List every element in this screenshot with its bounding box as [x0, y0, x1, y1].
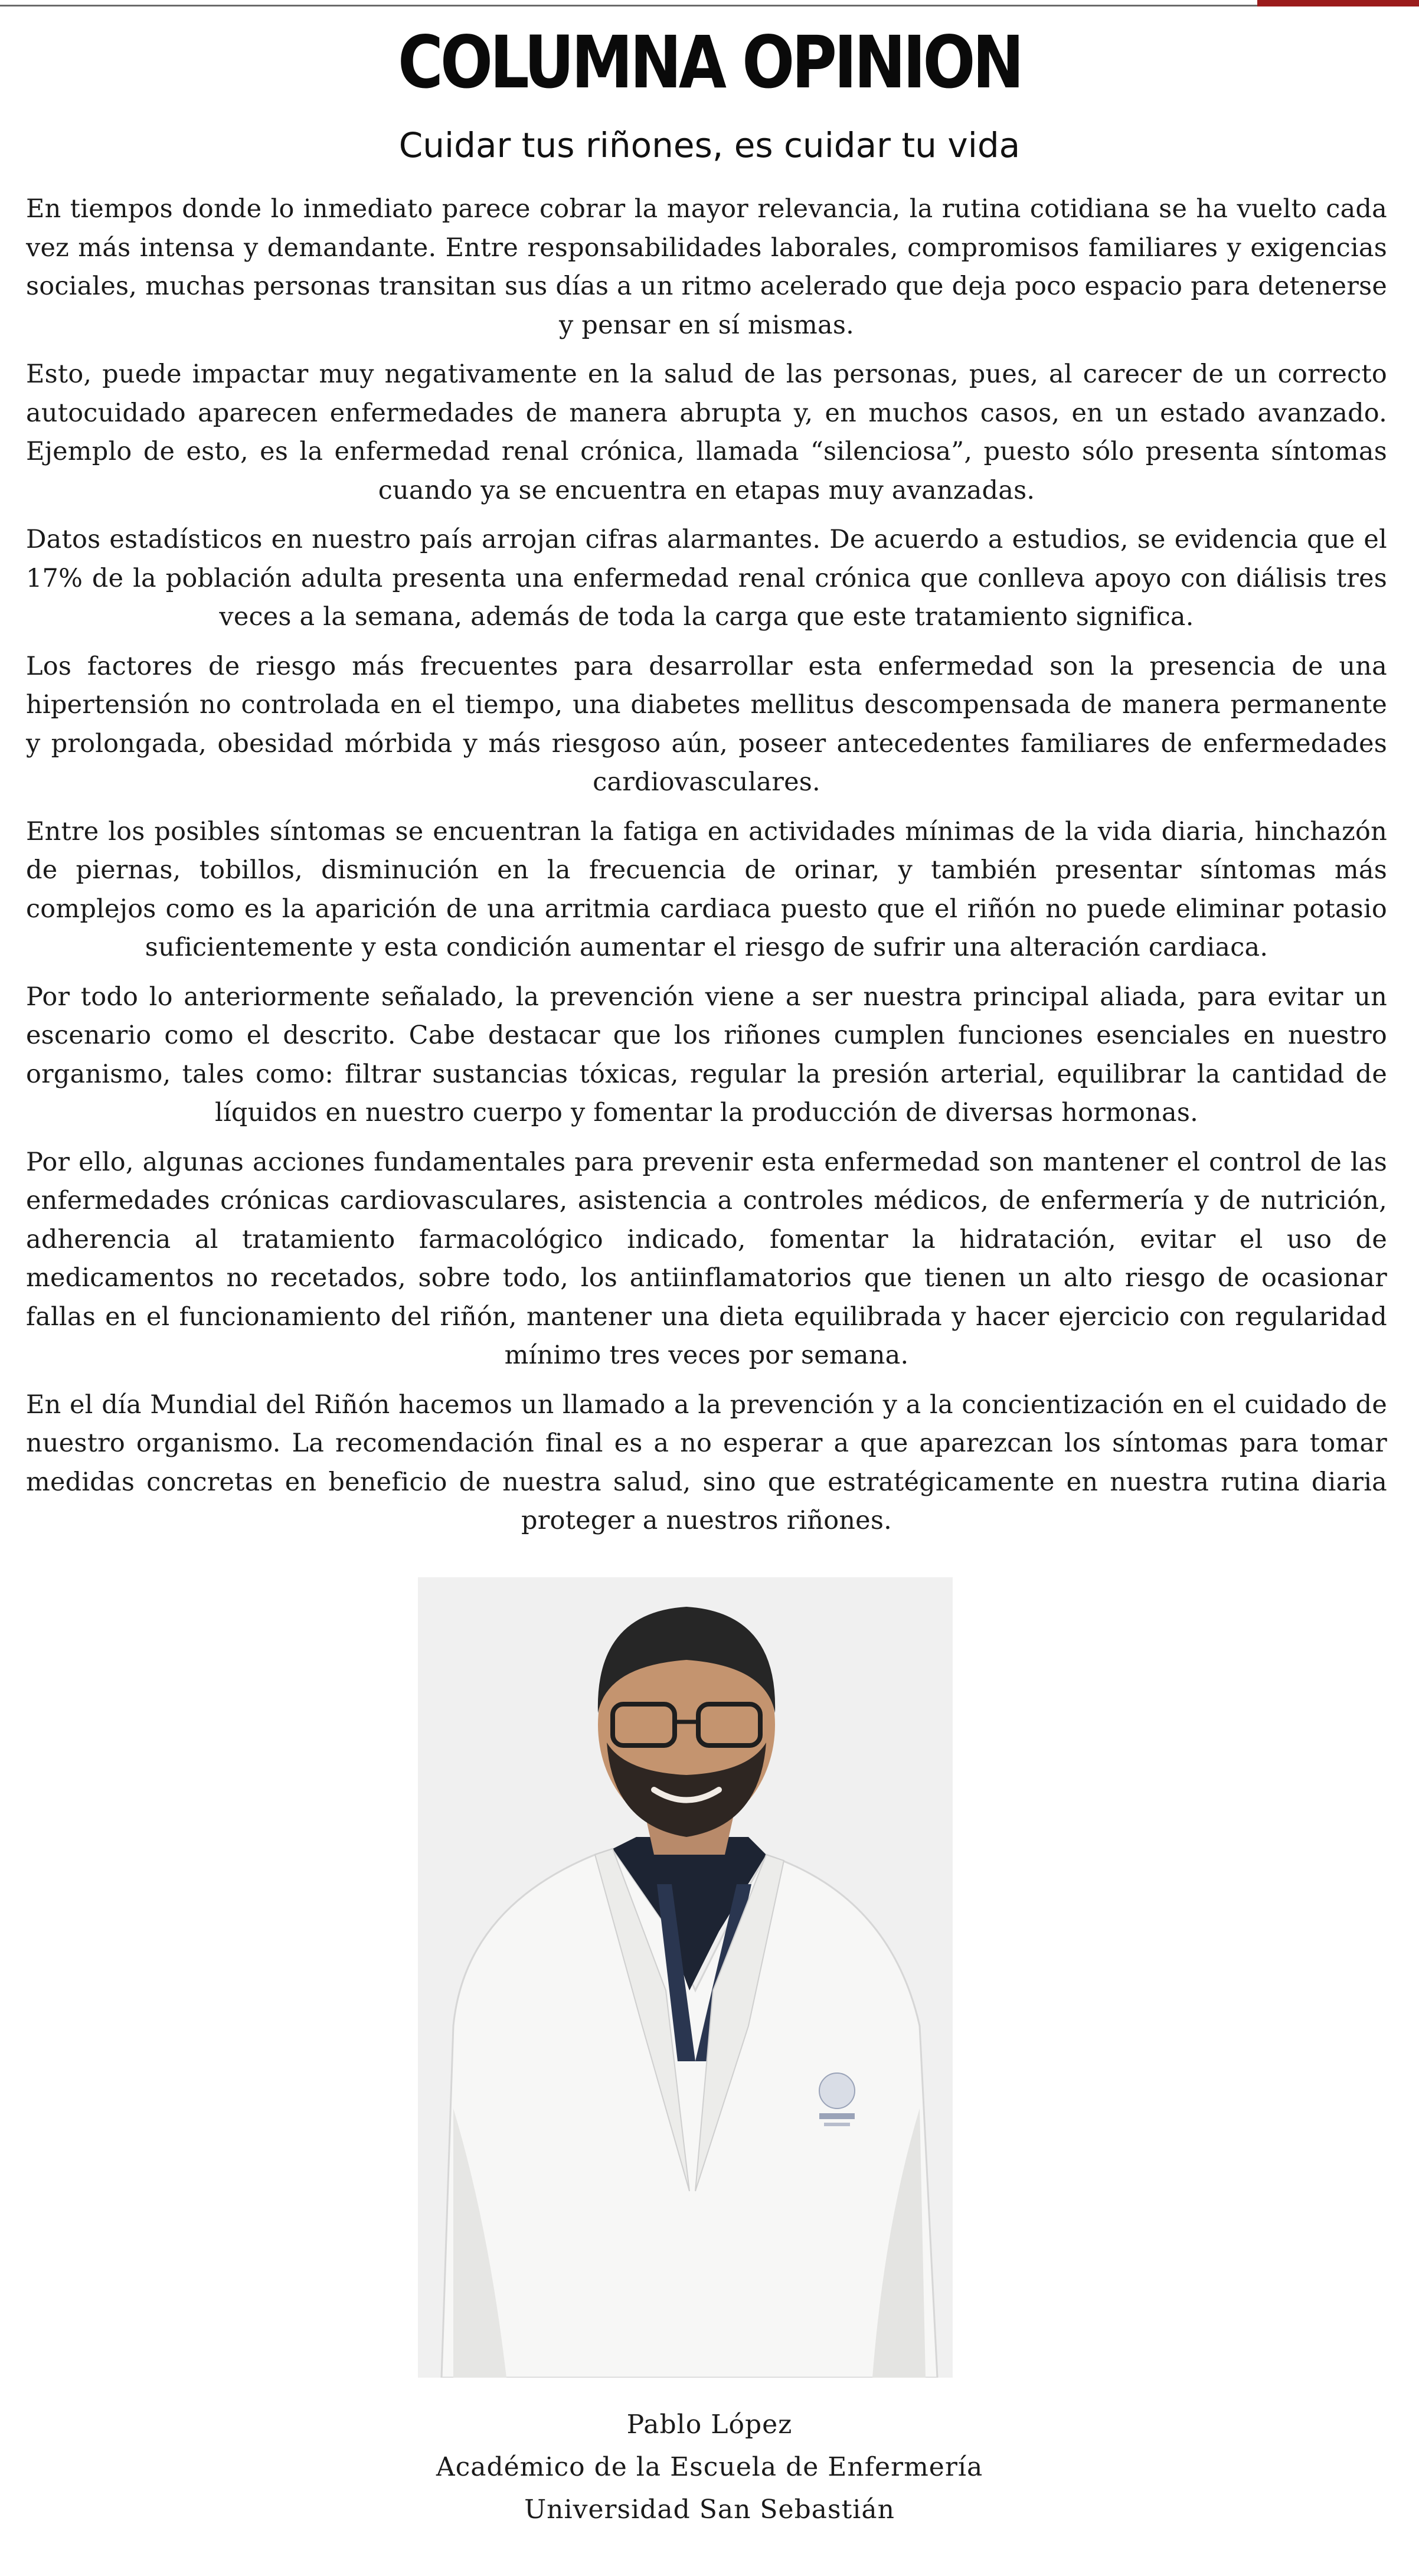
paragraph-4: Los factores de riesgo más frecuentes para desarrollar esta enfermedad son la presencia de una hipertensión no controlada en el tiempo, una diabetes mellitus descompensada de manera permanente y prolongada, obesidad mórbida y más riesgoso aún, poseer antecedentes familiares de enfermedades cardiovasculares.: [26, 651, 1387, 797]
column-title: COLUMNA OPINION: [397, 21, 1022, 104]
author-name: Pablo López: [626, 2410, 793, 2440]
article-title: Cuidar tus riñones, es cuidar tu vida: [398, 125, 1021, 165]
paragraph-3: Datos estadísticos en nuestro país arrojan cifras alarmantes. De acuerdo a estudios, se evidencia que el 17% de la población adulta presenta una enfermedad renal crónica que conlleva apoyo con diálisis tres veces a la semana, además de toda la carga que este tratamiento significa.: [26, 525, 1387, 632]
article-body: [26, 190, 1387, 1551]
author-caption: [0, 2404, 1419, 2531]
paragraph-6: Por todo lo anteriormente señalado, la prevención viene a ser nuestra principal aliada, para evitar un escenario como el descrito. Cabe destacar que los riñones cumplen funciones esenciales en nuestro organismo, tales como: filtrar sustancias tóxicas, regular la presión arterial, equilibrar la cantidad de líquidos en nuestro cuerpo y fomentar la producción de diversas hormonas.: [26, 982, 1387, 1127]
paragraph-1: En tiempos donde lo inmediato parece cobrar la mayor relevancia, la rutina cotidiana se ha vuelto cada vez más intensa y demandante. Entre responsabilidades laborales, compromisos familiares y exigencias sociales, muchas personas transitan sus días a un ritmo acelerado que deja poco espacio para detenerse y pensar en sí mismas.: [26, 194, 1387, 340]
paragraph-7: Por ello, algunas acciones fundamentales para prevenir esta enfermedad son mantener el control de las enfermedades crónicas cardiovasculares, asistencia a controles médicos, de enfermería y de nutrición, adherencia al tratamiento farmacológico indicado, fomentar la hidratación, evitar el uso de medicamentos no recetados, sobre todo, los antiinflamatorios que tienen un alto riesgo de ocasionar fallas en el funcionamiento del riñón, mantener una dieta equilibrada y hacer ejercicio con regularidad mínimo tres veces por semana.: [26, 1147, 1387, 1370]
paragraph-8: En el día Mundial del Riñón hacemos un llamado a la prevención y a la concientización en el cuidado de nuestro organismo. La recomendación final es a no esperar a que aparezcan los síntomas para tomar medidas concretas en beneficio de nuestra salud, sino que estratégicamente en nuestra rutina diaria proteger a nuestros riñones.: [26, 1390, 1387, 1535]
paragraph-5: Entre los posibles síntomas se encuentran la fatiga en actividades mínimas de la vida diaria, hinchazón de piernas, tobillos, disminución en la frecuencia de orinar, y también presentar síntomas más complejos como es la aparición de una arritmia cardiaca puesto que el riñón no puede eliminar potasio suficientemente y esta condición aumentar el riesgo de sufrir una alteración cardiaca.: [26, 816, 1387, 962]
top-accent-bar: [1257, 0, 1419, 6]
author-photo: [418, 1577, 953, 2378]
author-institution: Universidad San Sebastián: [524, 2495, 895, 2525]
top-rule: [0, 5, 1257, 6]
author-role: Académico de la Escuela de Enfermería: [436, 2452, 983, 2482]
paragraph-2: Esto, puede impactar muy negativamente en la salud de las personas, pues, al carecer de un correcto autocuidado aparecen enfermedades de manera abrupta y, en muchos casos, en un estado avanzado. Ejemplo de esto, es la enfermedad renal crónica, llamada “silenciosa”, puesto sólo presenta síntomas cuando ya se encuentra en etapas muy avanzadas.: [26, 359, 1387, 505]
